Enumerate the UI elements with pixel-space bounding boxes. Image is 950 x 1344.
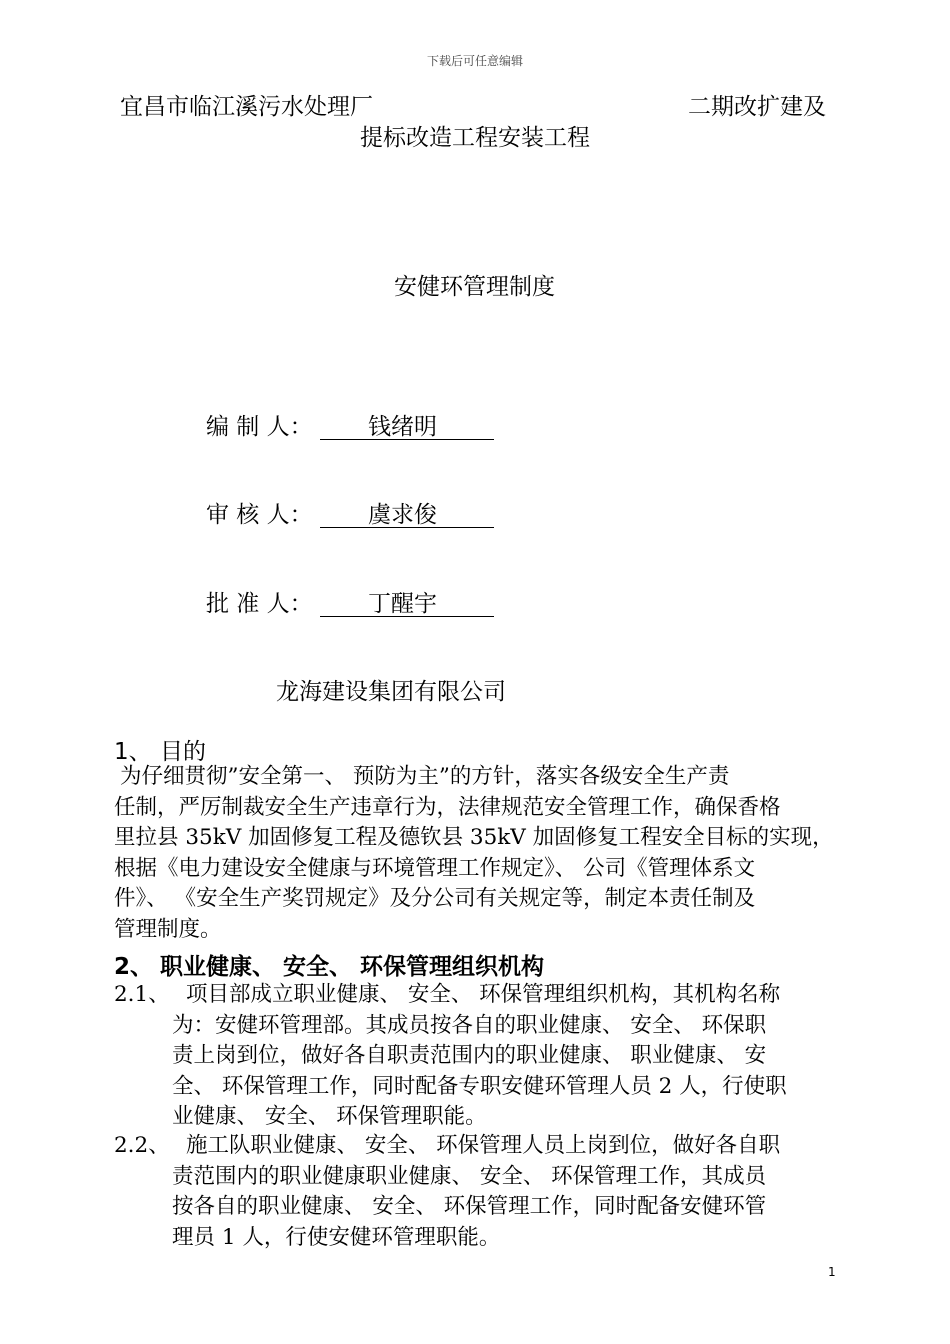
paragraph-line: 责范围内的职业健康职业健康、 安全、 环保管理工作，其成员: [172, 1163, 767, 1189]
section-title: 职业健康、 安全、 环保管理组织机构: [160, 954, 545, 980]
paragraph-line: 管理制度。: [114, 916, 222, 942]
subsection-number: 2.2、: [114, 1133, 170, 1158]
subsection-continuation: [172, 1011, 787, 1133]
paragraph-line: 为仔细贯彻”安全第一、 预防为主”的方针，落实各级安全生产责: [120, 764, 730, 789]
section-1-heading: [114, 733, 414, 763]
paragraph-line: 里拉县 35kV 加固修复工程及德钦县 35kV 加固修复工程安全目标的实现，: [114, 825, 834, 850]
subsection-first-line-wrap: [186, 980, 780, 1011]
subsection-2-1: [114, 980, 854, 1140]
subsection-first-line-wrap: [186, 1131, 780, 1162]
subsection-2-2: [114, 1131, 854, 1261]
signature-label: 审 核 人：: [206, 502, 313, 528]
paragraph-line: 施工队职业健康、 安全、 环保管理人员上岗到位，做好各自职: [186, 1133, 781, 1158]
page-number: 1: [828, 1265, 836, 1279]
paragraph-line: 任制，严厉制裁安全生产违章行为，法律规范安全管理工作，确保香格: [114, 794, 781, 820]
signature-name: 虞求俊: [368, 502, 437, 528]
paragraph-line: 全、 环保管理工作，同时配备专职安健环管理人员 2 人，行使职: [172, 1073, 787, 1099]
company-name: 龙海建设集团有限公司: [276, 679, 506, 705]
paragraph-line: 为：安健环管理部。其成员按各自的职业健康、 安全、 环保职: [172, 1012, 767, 1038]
paragraph-line: 业健康、 安全、 环保管理职能。: [172, 1104, 487, 1129]
signature-line: [320, 496, 494, 528]
signature-line: [320, 585, 494, 617]
signature-label: 编 制 人：: [206, 414, 313, 440]
project-title-right: 二期改扩建及: [688, 94, 826, 120]
project-title-left: 宜昌市临江溪污水处理厂: [120, 94, 373, 120]
project-title-line2: 提标改造工程安装工程: [360, 125, 590, 151]
section-number: 1、: [114, 739, 152, 765]
signature-label: 批 准 人：: [206, 591, 313, 617]
paragraph-line: 按各自的职业健康、 安全、 环保管理工作，同时配备安健环管: [172, 1194, 767, 1219]
section-2-heading: [114, 948, 614, 978]
signature-name: 钱绪明: [368, 414, 437, 440]
subsection-continuation: [172, 1162, 766, 1254]
paragraph-line: 理员 1 人，行使安健环管理职能。: [172, 1224, 501, 1250]
paragraph-line: 根据《电力建设安全健康与环境管理工作规定》、 公司《管理体系文: [114, 855, 756, 881]
section-1-body: [114, 762, 854, 945]
signature-name: 丁醒宇: [368, 591, 437, 617]
signature-line: [320, 408, 494, 440]
section-title: 目的: [160, 739, 206, 765]
paragraph-line: 责上岗到位，做好各自职责范围内的职业健康、 职业健康、 安: [172, 1043, 767, 1068]
paragraph-line: 件》、 《安全生产奖罚规定》及分公司有关规定等，制定本责任制及: [114, 886, 756, 911]
paragraph-line: 项目部成立职业健康、 安全、 环保管理组织机构，其机构名称: [186, 982, 781, 1007]
header-watermark: 下载后可任意编辑: [426, 54, 523, 68]
section-number: 2、: [114, 954, 154, 980]
subsection-number: 2.1、: [114, 982, 170, 1007]
document-title: 安健环管理制度: [394, 274, 555, 300]
